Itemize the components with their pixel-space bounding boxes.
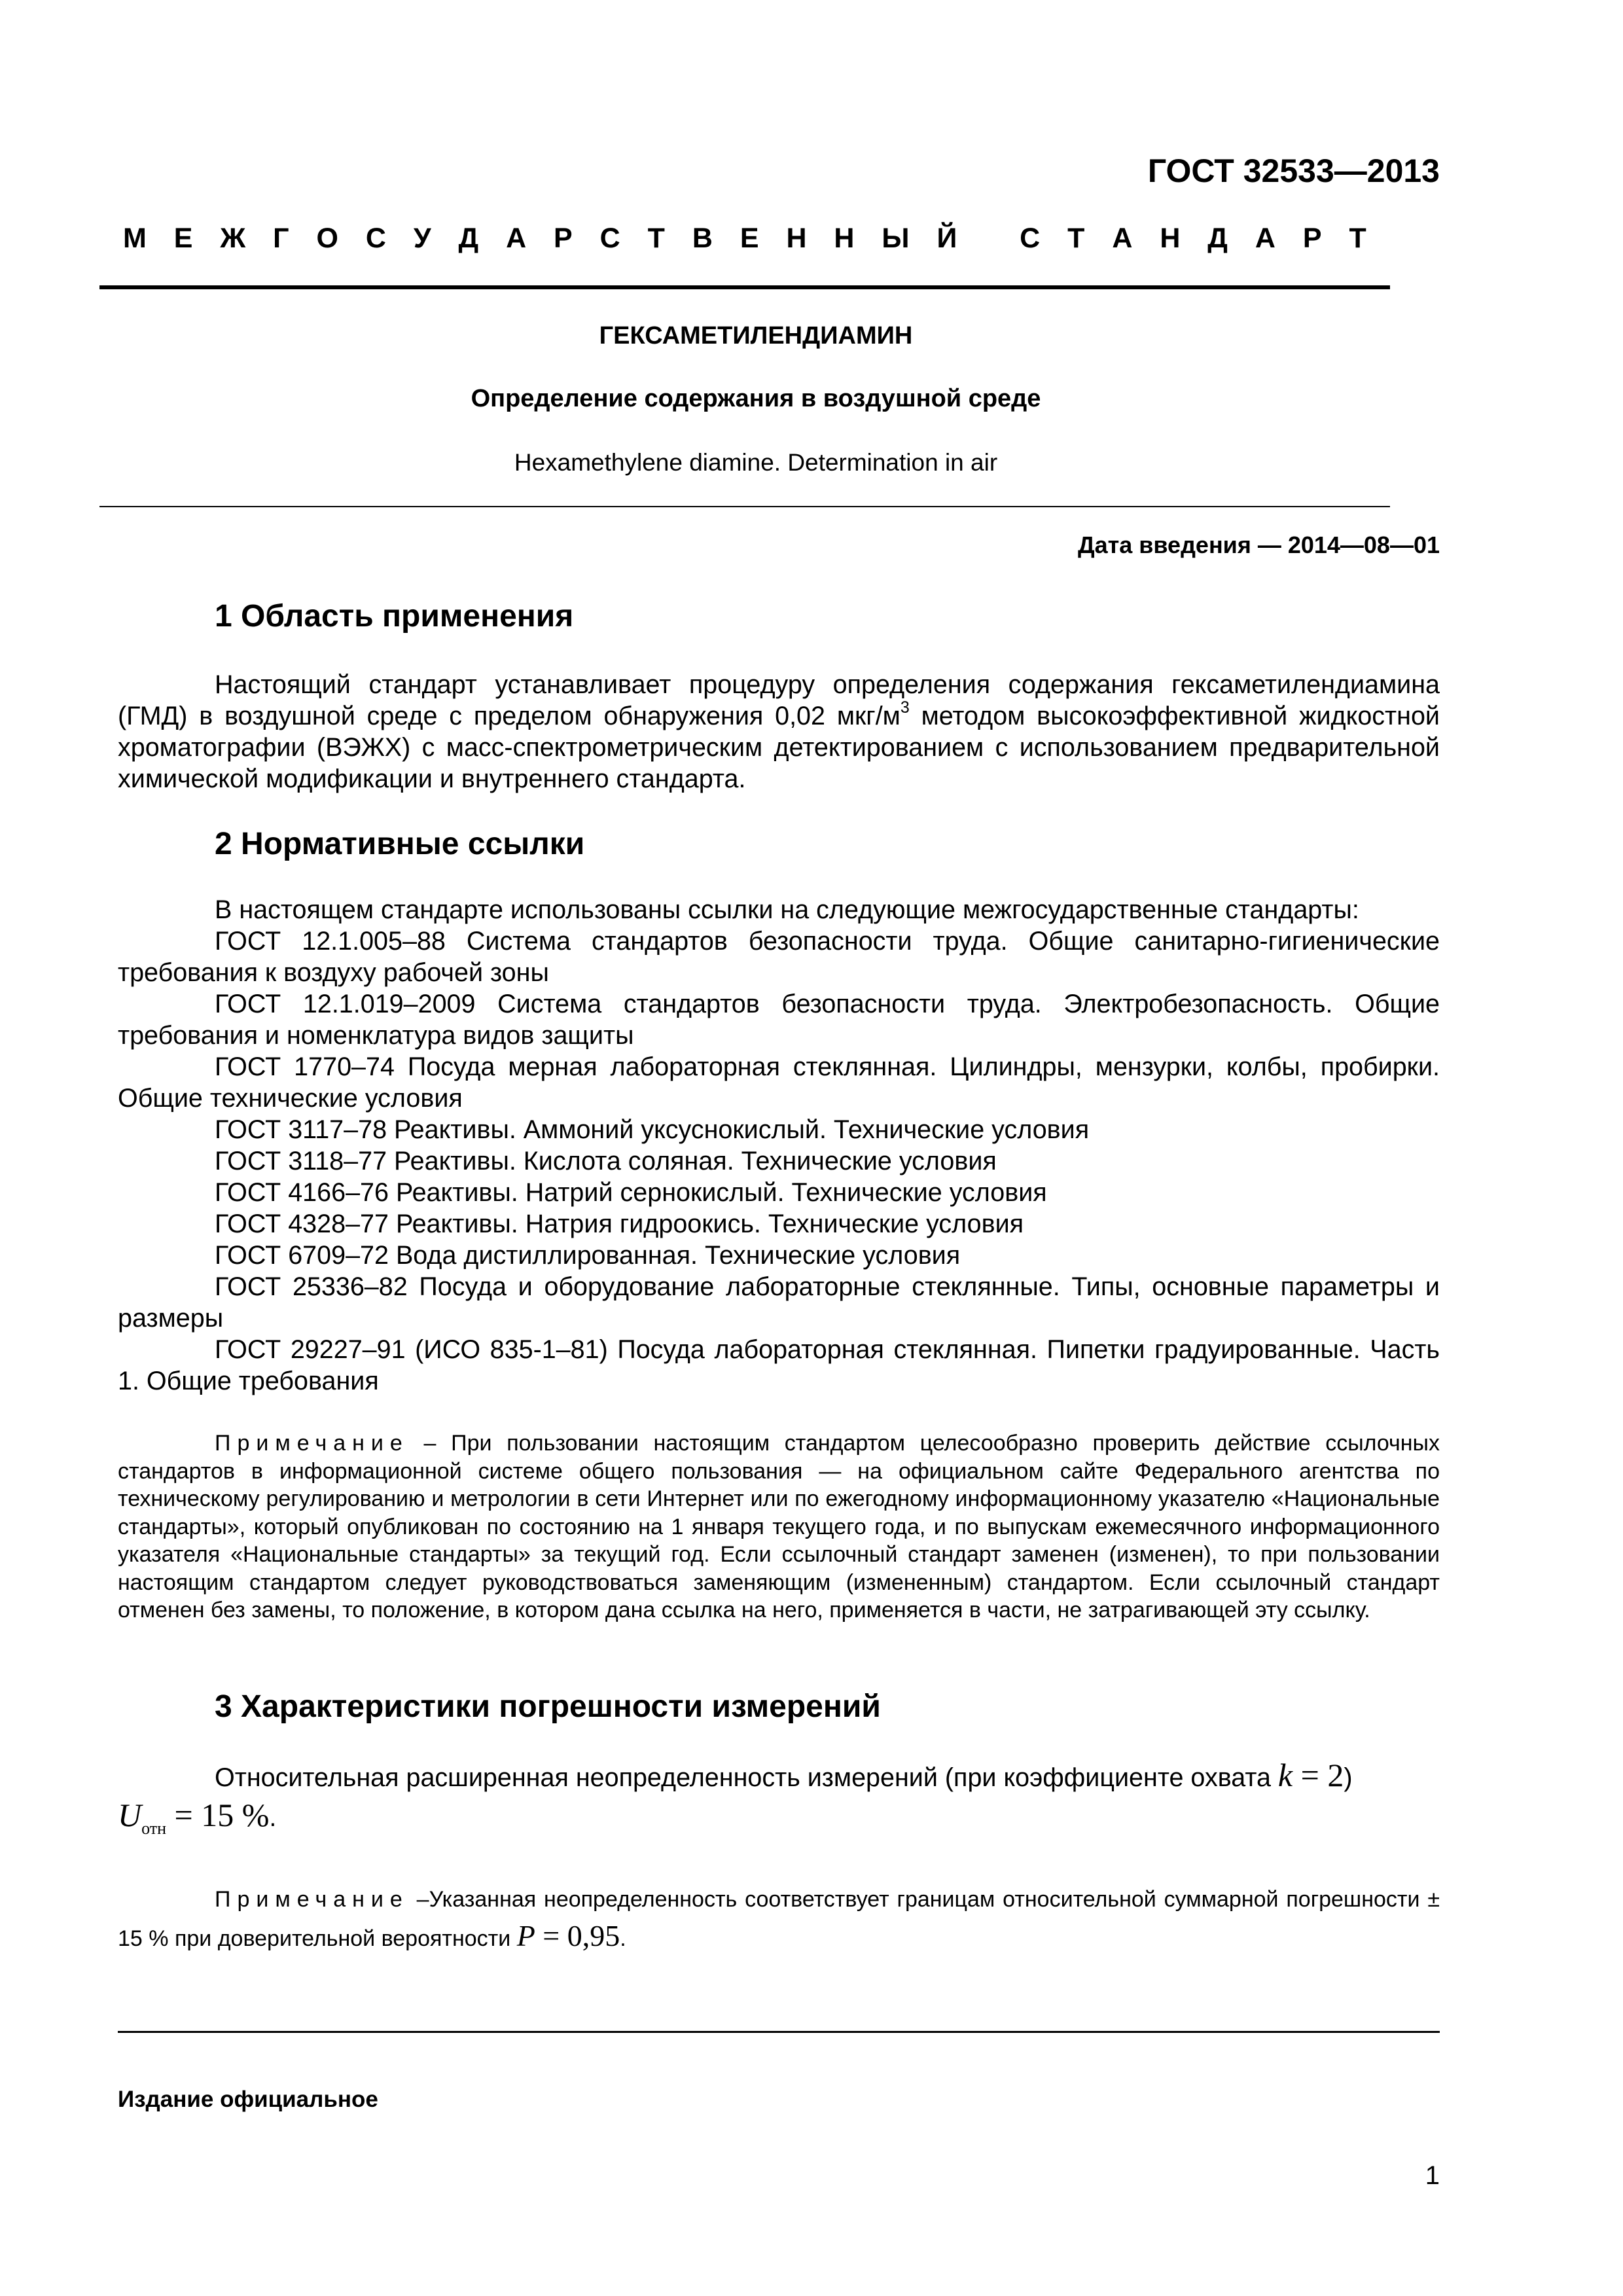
section-1-heading: 1 Область применения: [215, 599, 574, 634]
reference-item: ГОСТ 25336–82 Посуда и оборудование лабораторные стеклянные. Типы, основные параметры и размеры: [118, 1272, 1440, 1333]
uncertainty-formula: [118, 1796, 276, 1839]
section-1-text-b: методом высокоэффективной жидкостной хроматографии (ВЭЖХ) с масс-спектрометрическим детектированием с использованием предварительной химической модификации и внутреннего стандарта.: [118, 702, 1440, 793]
official-edition-label: Издание официальное: [118, 2087, 378, 2112]
document-subtitle: Определение содержания в воздушной среде: [471, 385, 1041, 412]
note-label: Примечание: [215, 1431, 409, 1456]
reference-item: ГОСТ 3117–78 Реактивы. Аммоний уксуснокислый. Технические условия: [215, 1115, 1090, 1144]
coverage-factor-var: k: [1277, 1757, 1293, 1793]
page-number: 1: [1425, 2161, 1440, 2190]
letter: Н: [1160, 223, 1181, 254]
reference-item: ГОСТ 1770–74 Посуда мерная лабораторная стеклянная. Цилиндры, мензурки, колбы, пробирки. Общие технические условия: [118, 1052, 1440, 1113]
letter: М: [123, 223, 147, 254]
letter: Й: [936, 223, 957, 254]
letter: Е: [173, 223, 193, 254]
section-3-heading: 3 Характеристики погрешности измерений: [215, 1689, 881, 1724]
letter: Р: [554, 223, 573, 254]
reference-item: ГОСТ 3118–77 Реактивы. Кислота соляная. Технические условия: [215, 1147, 997, 1175]
note-text: – При пользовании настоящим стандартом целесообразно проверить действие ссылочных стандартов в информационной системе общего пользования — на официальном сайте Федерального агентства по техническому регулированию и метрологии в сети Интернет или по ежегодному информационному указателю «Национальные стандарты», который опубликован по состоянию на 1 января текущего года, и по выпускам ежемесячного информационного указателя «Национальные стандарты» за текущий год. Если ссылочный стандарт заменен (изменен), то при пользовании настоящим стандартом следует руководствоваться заменяющим (измененным) стандартом. Если ссылочный стандарт отменен без замены, то положение, в котором дана ссылка на него, применяется в части, не затрагивающей эту ссылку.: [118, 1431, 1440, 1623]
section-1-paragraph: [118, 669, 1440, 795]
reference-item: ГОСТ 6709–72 Вода дистиллированная. Технические условия: [215, 1241, 961, 1270]
probability-var: P: [516, 1919, 535, 1952]
interstate-standard-heading: [123, 223, 1366, 255]
uncertainty-var: U: [118, 1797, 142, 1833]
letter: Р: [1302, 223, 1322, 254]
reference-item: ГОСТ 29227–91 (ИСО 835-1–81) Посуда лабораторная стеклянная. Пипетки градуированные. Часть 1. Общие требования: [118, 1335, 1440, 1395]
letter: Т: [1349, 223, 1366, 254]
letter: Н: [834, 223, 855, 254]
section-2-heading: 2 Нормативные ссылки: [215, 827, 585, 861]
formula-end: .: [269, 1803, 277, 1832]
section-1-text-a: Настоящий стандарт устанавливает процедуру определения содержания гексаметилендиамина (ГМД) в воздушной среде с пределом обнаружения 0,02 мкг/м: [118, 670, 1440, 730]
letter: Д: [1207, 223, 1228, 254]
letter: Т: [647, 223, 665, 254]
close-paren: ): [1344, 1763, 1353, 1792]
superscript: 3: [900, 698, 910, 717]
letter: Д: [458, 223, 479, 254]
letter: Ы: [882, 223, 910, 254]
letter: А: [1112, 223, 1133, 254]
note-text: –Указанная неопределенность соответствует границам относительной суммарной погрешности ± 15 % при доверительной вероятности: [118, 1887, 1440, 1951]
letter: А: [506, 223, 527, 254]
letter: Г: [273, 223, 289, 254]
gost-number: ГОСТ 32533—2013: [1147, 152, 1440, 189]
reference-item: ГОСТ 4166–76 Реактивы. Натрий сернокислый. Технические условия: [215, 1178, 1047, 1207]
footer-rule: [118, 2031, 1440, 2033]
letter: Н: [786, 223, 807, 254]
title-rule: [99, 506, 1390, 507]
reference-item: ГОСТ 12.1.005–88 Система стандартов безопасности труда. Общие санитарно-гигиенические требования к воздуху рабочей зоны: [118, 927, 1440, 987]
uncertainty-paragraph: [118, 1759, 1440, 1793]
note-label: Примечание: [215, 1887, 409, 1912]
letter: С: [365, 223, 386, 254]
references-intro: В настоящем стандарте использованы ссылки на следующие межгосударственные стандарты:: [215, 895, 1359, 924]
letter: Ж: [220, 223, 246, 254]
note-end: .: [620, 1926, 626, 1951]
reference-item: ГОСТ 12.1.019–2009 Система стандартов безопасности труда. Электробезопасность. Общие требования и номенклатура видов защиты: [118, 990, 1440, 1050]
letter: С: [599, 223, 620, 254]
letter: О: [316, 223, 338, 254]
letter: С: [1020, 223, 1041, 254]
uncertainty-value: = 15 %: [166, 1797, 270, 1833]
english-title: Hexamethylene diamine. Determination in air: [514, 449, 998, 476]
uncertainty-text: Относительная расширенная неопределенность измерений (при коэффициенте охвата: [215, 1763, 1278, 1792]
introduction-date: Дата введения — 2014—08—01: [1077, 531, 1440, 558]
letter: У: [413, 223, 431, 254]
letter: Т: [1067, 223, 1085, 254]
document-title: ГЕКСАМЕТИЛЕНДИАМИН: [599, 322, 913, 350]
coverage-factor-value: = 2: [1293, 1757, 1344, 1793]
uncertainty-subscript: отн: [141, 1819, 167, 1838]
word-gap: [984, 223, 992, 255]
uncertainty-note: [118, 1881, 1440, 1957]
references-note: [118, 1429, 1440, 1624]
letter: Е: [740, 223, 759, 254]
reference-item: ГОСТ 4328–77 Реактивы. Натрия гидроокись. Технические условия: [215, 1210, 1024, 1238]
letter: А: [1255, 223, 1275, 254]
letter: В: [692, 223, 713, 254]
probability-value: = 0,95: [535, 1919, 620, 1952]
header-rule: [99, 285, 1390, 289]
